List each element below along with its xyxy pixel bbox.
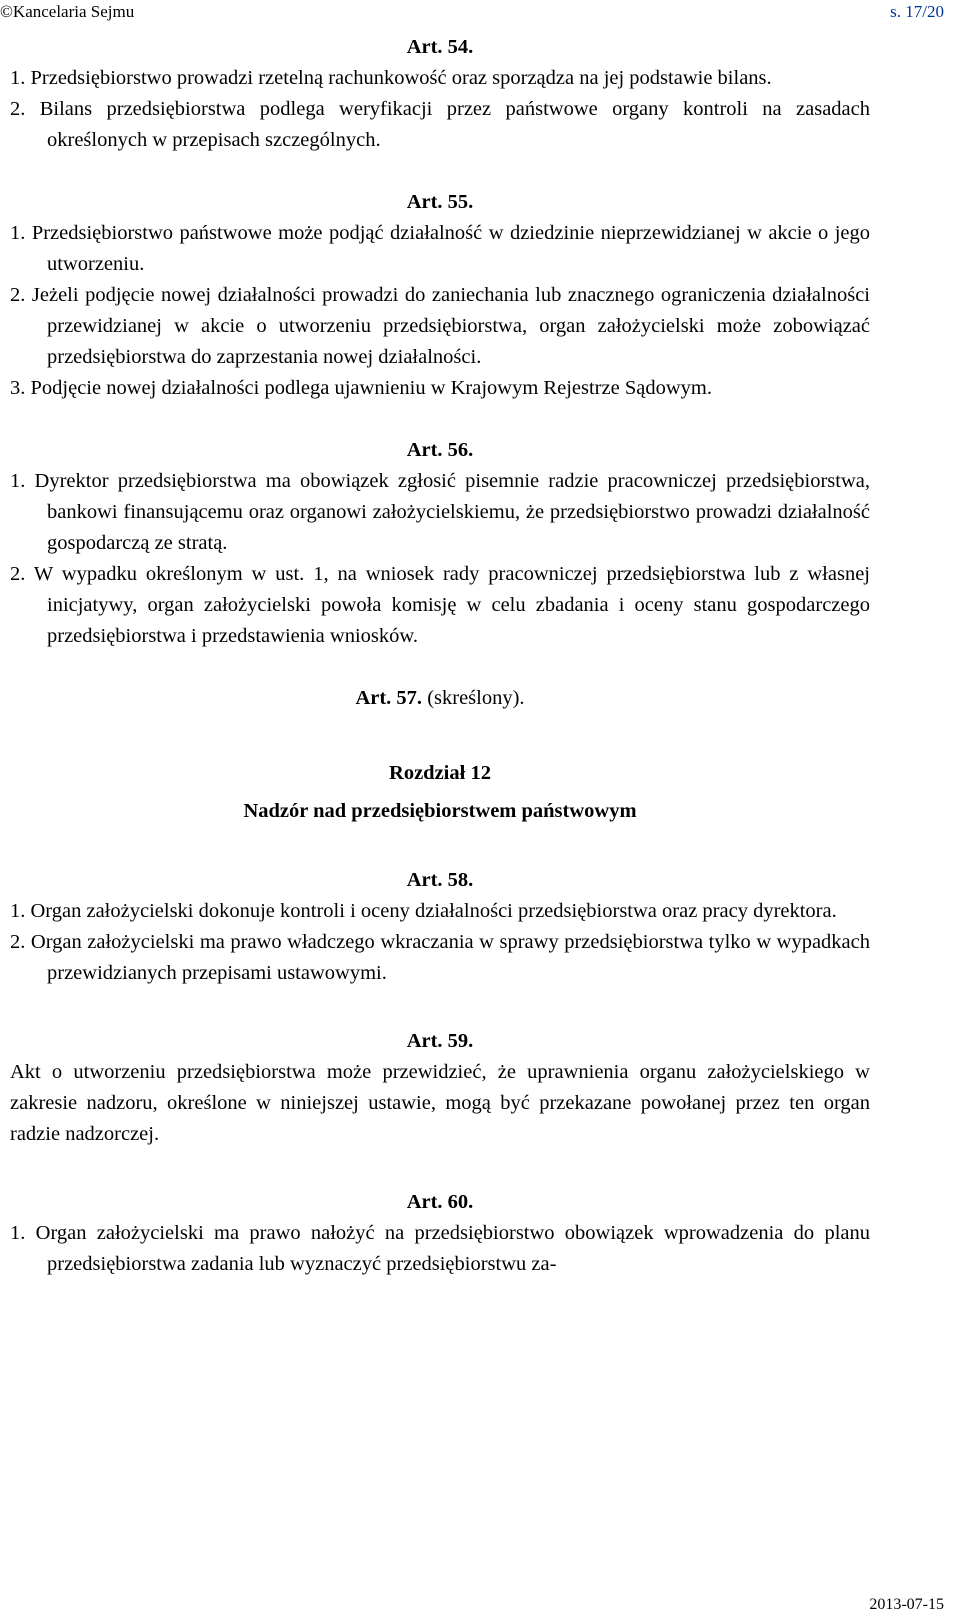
header-source: ©Kancelaria Sejmu: [0, 2, 135, 21]
page-number[interactable]: [890, 2, 944, 22]
article-60-para-1: 1. Organ założycielski ma prawo nałożyć na przedsiębiorstwo obowiązek wprowadzenia do planu przedsiębiorstwa zadania lub wyznaczyć przedsiębiorstwu za-: [10, 1222, 870, 1275]
article-57: [10, 683, 870, 714]
chapter-title: Nadzór nad przedsiębiorstwem państwowym: [243, 800, 637, 822]
article-58-para-2: 2. Organ założycielski ma prawo władczego wkraczania w sprawy przedsiębiorstwa tylko w wypadkach przewidzianych przepisami ustawowymi.: [10, 931, 870, 984]
article-59-title: Art. 59.: [406, 1030, 474, 1052]
article-55-para-3: 3. Podjęcie nowej działalności podlega ujawnieniu w Krajowym Rejestrze Sądowym.: [10, 377, 712, 399]
article-55-para-1: 1. Przedsiębiorstwo państwowe może podjąć działalność w dziedzinie nieprzewidzianej w akcie o jego utworzeniu.: [10, 222, 870, 275]
article-59-text: Akt o utworzeniu przedsiębiorstwa może przewidzieć, że uprawnienia organu założycielskiego w zakresie nadzoru, określone w niniejszej ustawie, mogą być przekazane powołanej przez ten organ radzie nadzorczej.: [10, 1061, 870, 1145]
article-55-title: Art. 55.: [406, 191, 474, 213]
page-number-link[interactable]: s. 17/20: [890, 2, 944, 21]
article-56-title: Art. 56.: [406, 439, 474, 461]
chapter-number: Rozdział 12: [389, 762, 491, 784]
article-56-para-2: 2. W wypadku określonym w ust. 1, na wniosek rady pracowniczej przedsiębiorstwa lub z własnej inicjatywy, organ założycielski powoła komisję w celu zbadania i oceny stanu gospodarczego przedsiębiorstwa i przedstawienia wniosków.: [10, 563, 870, 647]
article-54-title: Art. 54.: [406, 36, 474, 58]
article-58-title: Art. 58.: [406, 869, 474, 891]
article-54-para-1: 1. Przedsiębiorstwo prowadzi rzetelną rachunkowość oraz sporządza na jej podstawie bilans.: [10, 67, 772, 89]
article-60-title: Art. 60.: [406, 1191, 474, 1213]
article-57-text: (skreślony).: [422, 687, 525, 709]
article-54-para-2: 2. Bilans przedsiębiorstwa podlega weryfikacji przez państwowe organy kontroli na zasadach określonych w przepisach szczególnych.: [10, 98, 870, 151]
article-57-title: Art. 57.: [355, 687, 423, 709]
footer-date: 2013-07-15: [869, 1596, 944, 1613]
article-56-para-1: 1. Dyrektor przedsiębiorstwa ma obowiązek zgłosić pisemnie radzie pracowniczej przedsiębiorstwa, bankowi finansującemu oraz organowi założycielskiemu, że przedsiębiorstwo prowadzi działalność gospodarczą ze stratą.: [10, 470, 870, 554]
article-58-para-1: 1. Organ założycielski dokonuje kontroli i oceny działalności przedsiębiorstwa oraz pracy dyrektora.: [10, 900, 837, 922]
document-body: [10, 32, 870, 1280]
article-55-para-2: 2. Jeżeli podjęcie nowej działalności prowadzi do zaniechania lub znacznego ograniczenia działalności przewidzianej w akcie o utworzeniu przedsiębiorstwa, organ założycielski może zobowiązać przedsiębiorstwa do zaprzestania nowej działalności.: [10, 284, 870, 368]
